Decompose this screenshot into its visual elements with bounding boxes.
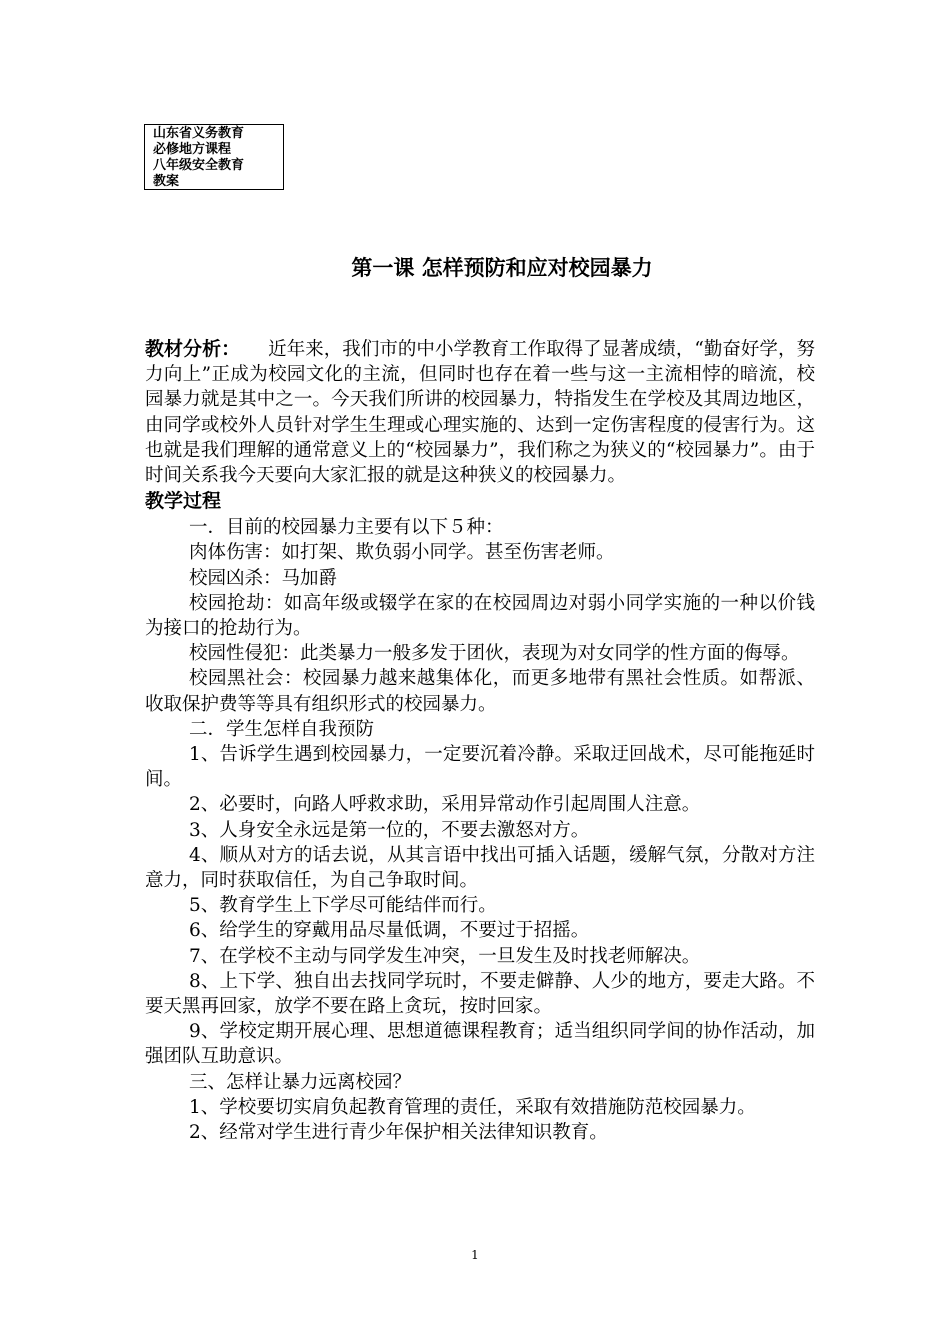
course-info-line: 必修地方课程 bbox=[153, 142, 232, 157]
process-paragraph: 三、怎样让暴力远离校园？ bbox=[189, 1071, 412, 1093]
process-paragraph: 一．目前的校园暴力主要有以下５种： bbox=[189, 517, 504, 539]
course-info-line: 八年级安全教育 bbox=[153, 158, 245, 173]
course-info-line: 山东省义务教育 bbox=[153, 126, 245, 141]
process-paragraph: 7、在学校不主动与同学发生冲突，一旦发生及时找老师解决。 bbox=[189, 945, 701, 967]
analysis-label: 教材分析： bbox=[145, 338, 241, 360]
process-paragraph: 1、告诉学生遇到校园暴力，一定要沉着冷静。采取迂回战术，尽可能拖延时间。 bbox=[145, 744, 815, 791]
process-paragraph: 5、教育学生上下学尽可能结伴而行。 bbox=[189, 895, 497, 917]
process-paragraph: 校园凶杀：马加爵 bbox=[189, 567, 338, 589]
analysis-paragraph bbox=[145, 337, 815, 488]
process-heading: 教学过程 bbox=[145, 490, 222, 513]
process-paragraph: 3、人身安全永远是第一位的，不要去激怒对方。 bbox=[189, 819, 590, 841]
process-paragraph: 校园抢劫：如高年级或辍学在家的在校园周边对弱小同学实施的一种以价钱为接口的抢劫行为。 bbox=[145, 592, 815, 640]
process-paragraph: 校园性侵犯：此类暴力一般多发于团伙，表现为对女同学的性方面的侮辱。 bbox=[189, 643, 800, 665]
process-paragraph: 9、学校定期开展心理、思想道德课程教育；适当组织同学间的协作活动，加强团队互助意识。 bbox=[145, 1021, 815, 1068]
lesson-title: 第一课 怎样预防和应对校园暴力 bbox=[351, 256, 653, 280]
process-paragraph: 2、经常对学生进行青少年保护相关法律知识教育。 bbox=[189, 1122, 608, 1144]
process-paragraph: 校园黑社会：校园暴力越来越集体化，而更多地带有黑社会性质。如帮派、收取保护费等等具有组织形式的校园暴力。 bbox=[145, 668, 815, 715]
course-info-line: 教案 bbox=[153, 174, 180, 189]
process-paragraph: 6、给学生的穿戴用品尽量低调，不要过于招摇。 bbox=[189, 920, 590, 942]
page-number: 1 bbox=[471, 1248, 479, 1262]
process-paragraph: 1、学校要切实肩负起教育管理的责任，采取有效措施防范校园暴力。 bbox=[189, 1096, 756, 1118]
process-paragraph: 肉体伤害：如打架、欺负弱小同学。甚至伤害老师。 bbox=[189, 542, 615, 564]
process-paragraph: 4、顺从对方的话去说，从其言语中找出可插入话题，缓解气氛，分散对方注意力，同时获取信任，为自己争取时间。 bbox=[145, 844, 815, 892]
process-paragraph: 8、上下学、独自出去找同学玩时，不要走僻静、人少的地方，要走大路。不要天黑再回家，放学不要在路上贪玩，按时回家。 bbox=[145, 970, 815, 1018]
process-paragraph: 2、必要时，向路人呼救求助，采用异常动作引起周围人注意。 bbox=[189, 794, 701, 816]
course-info-box bbox=[144, 124, 284, 190]
process-paragraph: 二．学生怎样自我预防 bbox=[189, 718, 375, 740]
analysis-text: 近年来，我们市的中小学教育工作取得了显著成绩，“勤奋好学，努力向上”正成为校园文化的主流，但同时也存在着一些与这一主流相悖的暗流，校园暴力就是其中之一。今天我们所讲的校园暴力，特指发生在学校及其周边地区，由同学或校外人员针对学生生理或心理实施的、达到一定伤害程度的侵害行为。这也就是我们理解的通常意义上的“校园暴力”，我们称之为狭义的“校园暴力”。由于时间关系我今天要向大家汇报的就是这种狭义的校园暴力。 bbox=[145, 339, 815, 487]
document-body bbox=[145, 337, 815, 1145]
